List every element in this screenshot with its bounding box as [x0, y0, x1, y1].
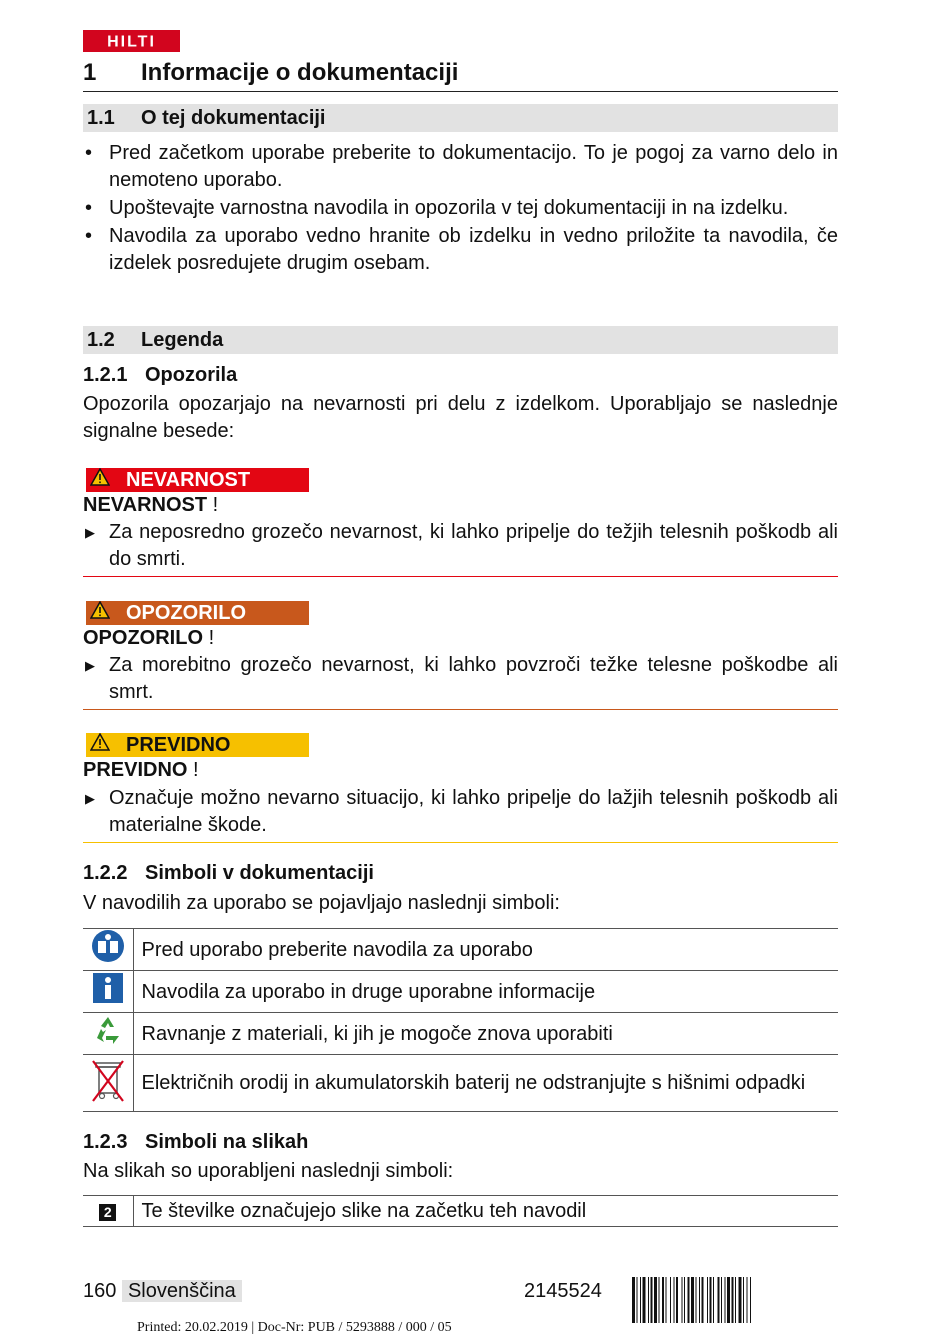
hilti-logo-text: HILTI — [107, 33, 156, 51]
warning-bar-label: OPOZORILO — [126, 602, 246, 624]
table-row — [83, 1013, 838, 1055]
printed-info: Printed: 20.02.2019 | Doc-Nr: PUB / 5293888 / 000 / 05 — [137, 1320, 452, 1335]
figure-number-icon: 2 — [83, 1196, 133, 1227]
section-title: O tej dokumentaciji — [141, 107, 326, 129]
caution-signal-word: PREVIDNO ! — [83, 759, 199, 781]
warnings-intro-paragraph: Opozorila opozarjajo na nevarnosti pri delu z izdelkom. Uporabljajo se naslednje signalne besede: — [83, 393, 838, 442]
page-number: 160 — [83, 1280, 117, 1302]
caution-signal-bar — [86, 733, 309, 757]
danger-signal-bar — [86, 468, 309, 492]
document-number: 2145524 — [524, 1280, 602, 1302]
list-item: • Navodila za uporabo vedno hranite ob izdelku in vedno priložite ta navodila, če izdelek posredujete drugim osebam. — [85, 225, 838, 274]
subsection-heading-1-2-2: 1.2.2 Simboli v dokumentaciji — [83, 862, 374, 884]
caution-description: ▶ Označuje možno nevarno situacijo, ki lahko pripelje do lažjih telesnih poškodb ali materialne škode. — [85, 787, 838, 836]
danger-description: ▶ Za neposredno grozečo nevarnost, ki lahko pripelje do težjih telesnih poškodb ali do smrti. — [85, 521, 838, 570]
warning-divider — [83, 709, 838, 710]
chapter-title: Informacije o dokumentaciji — [141, 59, 459, 86]
hilti-logo — [83, 30, 180, 52]
section-title: Legenda — [141, 329, 224, 351]
table-row — [83, 971, 838, 1013]
subsection-heading-1-2-3: 1.2.3 Simboli na slikah — [83, 1131, 309, 1153]
page-footer — [83, 1278, 242, 1304]
symbol-description: Pred uporabo preberite navodila za uporabo — [133, 929, 838, 971]
triangle-bullet-icon: ▶ — [85, 791, 95, 806]
list-item: • Pred začetkom uporabe preberite to dokumentacijo. To je pogoj za varno delo in nemoteno uporabo. — [85, 142, 838, 191]
recycle-icon — [83, 1013, 133, 1055]
warning-triangle-icon — [90, 601, 112, 626]
symbols-table — [83, 928, 838, 1112]
danger-bar-label: NEVARNOST — [126, 469, 251, 491]
caution-bar-label: PREVIDNO — [126, 734, 231, 756]
symbols-intro-paragraph: V navodilih za uporabo se pojavljajo naslednji simboli: — [83, 892, 560, 914]
warning-description: ▶ Za morebitno grozečo nevarnost, ki lahko povzroči težke telesne poškodbe ali smrt. — [85, 654, 838, 703]
barcode — [632, 1277, 838, 1323]
chapter-number: 1 — [83, 59, 97, 86]
section-heading-1-2 — [83, 326, 838, 354]
info-icon — [83, 971, 133, 1013]
symbol-description: Navodila za uporabo in druge uporabne informacije — [133, 971, 838, 1013]
table-row — [83, 1055, 838, 1112]
triangle-bullet-icon: ▶ — [85, 658, 95, 673]
danger-signal-word: NEVARNOST ! — [83, 494, 219, 516]
section-number: 1.1 — [87, 107, 115, 129]
section-heading-1-1 — [83, 104, 838, 132]
figure-symbols-table — [83, 1195, 838, 1227]
crossed-bin-icon — [83, 1055, 133, 1112]
list-item: • Upoštevajte varnostna navodila in opozorila v tej dokumentaciji in na izdelku. — [85, 197, 789, 219]
figure-symbols-intro-paragraph: Na slikah so uporabljeni naslednji simboli: — [83, 1160, 454, 1182]
table-row — [83, 929, 838, 971]
section-number: 1.2 — [87, 329, 115, 351]
caution-divider — [83, 842, 838, 843]
danger-divider — [83, 576, 838, 577]
documentation-bullet-list — [83, 140, 838, 278]
chapter-heading — [83, 58, 838, 92]
read-manual-icon — [83, 929, 133, 971]
warning-signal-word: OPOZORILO ! — [83, 627, 215, 649]
warning-triangle-icon — [90, 733, 112, 758]
symbol-description: Ravnanje z materiali, ki jih je mogoče znova uporabiti — [133, 1013, 838, 1055]
subsection-heading-1-2-1: 1.2.1 Opozorila — [83, 364, 238, 386]
language-label: Slovenščina — [122, 1280, 242, 1302]
warning-signal-bar — [86, 601, 309, 625]
triangle-bullet-icon: ▶ — [85, 525, 95, 540]
symbol-description: Te številke označujejo slike na začetku teh navodil — [133, 1196, 838, 1227]
table-row — [83, 1196, 838, 1227]
warning-triangle-icon — [90, 468, 112, 493]
symbol-description: Električnih orodij in akumulatorskih baterij ne odstranjujte s hišnimi odpadki — [133, 1055, 838, 1112]
